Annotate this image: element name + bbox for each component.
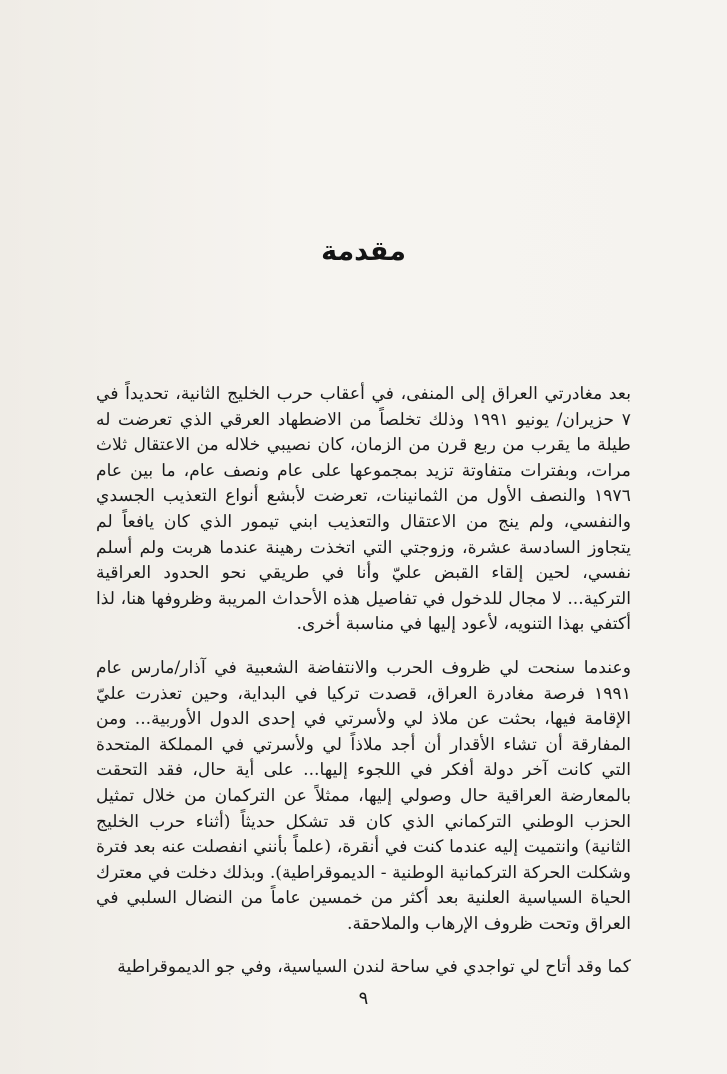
paragraph-2: وعندما سنحت لي ظروف الحرب والانتفاضة الشعبية في آذار/مارس عام ١٩٩١ فرصة مغادرة العراق، قصدت تركيا في البداية، وحين تعذرت عليّ الإقامة فيها، بحثت عن ملاذ لي ولأسرتي في إحدى الدول الأوربية... ومن المفارقة أن تشاء الأقدار أن أجد ملاذاً لي ولأسرتي في المملكة المتحدة التي كانت آخر دولة أفكر في اللجوء إليها... على أية حال، فقد التحقت بالمعارضة العراقية حال وصولي إليها، ممثلاً عن التركمان من خلال تمثيل الحزب الوطني التركماني الذي كان قد تشكل حديثاً (أثناء حرب الخليج الثانية) وانتميت إليه عندما كنت في أنقرة، (علماً بأنني انفصلت عنه بعد فترة وشكلت الحركة التركمانية الوطنية - الديموقراطية). وبذلك دخلت في معترك الحياة السياسية العلنية بعد أكثر من خمسين عاماً من النضال السلبي في العراق وتحت ظروف الإرهاب والملاحقة.	[96, 657, 631, 934]
page-title: مقدمة	[321, 236, 406, 267]
paragraph-1: بعد مغادرتي العراق إلى المنفى، في أعقاب حرب الخليج الثانية، تحديداً في ٧ حزيران/ يونيو ١٩٩١ وذلك تخلصاً من الاضطهاد العرقي الذي تعرضت له طيلة ما يقرب من ربع قرن من الزمان، كان نصيبي خلاله من الاعتقال ثلاث مرات، وبفترات متفاوتة تزيد بمجموعها على عام ونصف عام، ما بين عام ١٩٧٦ والنصف الأول من الثمانينات، تعرضت لأبشع أنواع التعذيب الجسدي والنفسي، ولم ينج من الاعتقال والتعذيب ابني تيمور الذي كان يافعاً لم يتجاوز السادسة عشرة، وزوجتي التي اتخذت رهينة عندما هربت ولم أسلم نفسي، لحين إلقاء القبض عليّ وأنا في طريقي نحو الحدود العراقية التركية... لا مجال للدخول في تفاصيل هذه الأحداث المريبة وظروفها هنا، لذا أكتفي بهذا التنويه، لأعود إليها في مناسبة أخرى.	[96, 384, 632, 635]
page-content	[96, 232, 631, 999]
page-number: ٩	[358, 988, 369, 1009]
paragraph-3: كما وقد أتاح لي تواجدي في ساحة لندن السياسية، وفي جو الديموقراطية	[117, 957, 631, 978]
